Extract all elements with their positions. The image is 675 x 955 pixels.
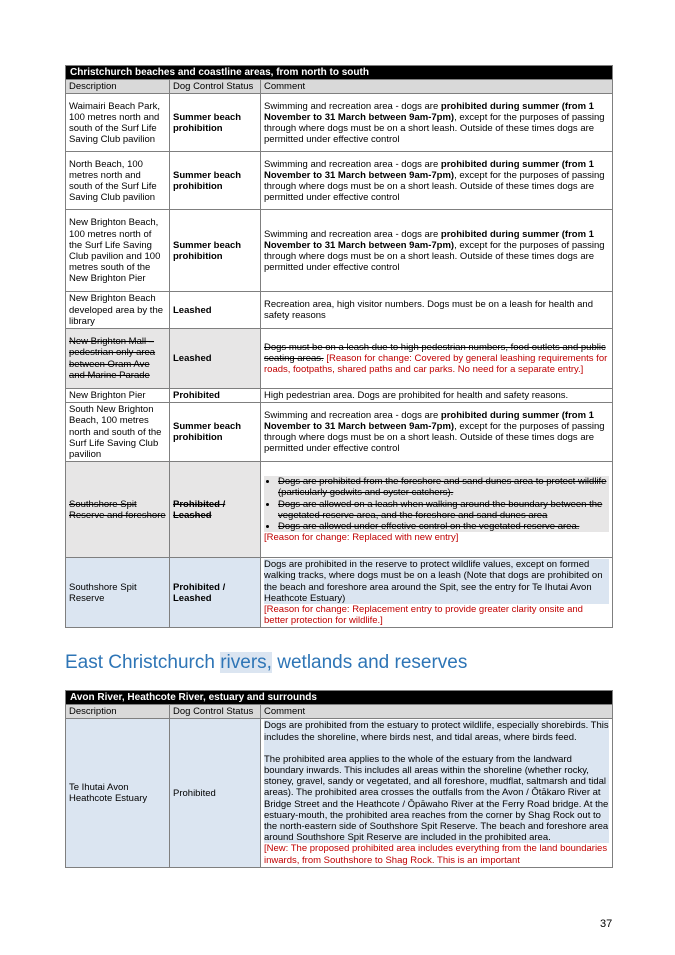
row-comment: Swimming and recreation area - dogs are prohibited during summer (from 1 November to 31 March between 9am-7pm), except for the purposes of passing through where dogs must be on a short leash. Outside of these times dogs are permitted under effective control xyxy=(261,94,613,152)
row-description: New Brighton Mall – pedestrian only area between Oram Ave and Marine Parade xyxy=(66,329,170,389)
table-row xyxy=(66,462,613,558)
row-description: Southshore Spit Reserve and foreshore xyxy=(66,462,170,558)
column-header-status: Dog Control Status xyxy=(170,705,261,719)
row-status: Prohibited / Leashed xyxy=(170,558,261,628)
change-reason: [Reason for change: Replacement entry to provide greater clarity onsite and better protection for wildlife.] xyxy=(264,604,583,627)
row-status: Summer beach prohibition xyxy=(170,403,261,462)
row-comment: Dogs are prohibited from the estuary to protect wildlife, especially shorebirds. This includes the shoreline, where birds nest, and tidal areas, where birds feed. The prohibited area applies to the whole of the estuary from the landward boundary inwards. This includes all areas within the shoreline (whether rocky, stoney, gravel, sandy or vegetated, and all foreshore, mudflat, saltmarsh and tidal areas). The prohibited area crosses the outfalls from the Avon / Ōtākaro River at Bridge Street and the Heathcote / Ōpāwaho River at the Ferry Road bridge. At the estuary-mouth, the prohibited area reaches from the corner by Shag Rock out to the north-eastern side of Southshore Spit Reserve. The beach and foreshore area around Southshore Spit Reserve are included in the prohibited area. [New: The proposed prohibited area includes everything from the land boundaries inwards, from Southshore to Shag Rock. This is an important xyxy=(261,719,613,867)
row-status: Prohibited / Leashed xyxy=(170,462,261,558)
row-comment: Dogs must be on a leash due to high pedestrian numbers, food outlets and public seating areas. [Reason for change: Covered by general leashing requirements for roads, footpaths, shared paths and car parks. No need for a separate entry.] xyxy=(261,329,613,389)
column-header-comment: Comment xyxy=(261,705,613,719)
row-status: Summer beach prohibition xyxy=(170,210,261,292)
table-row xyxy=(66,719,613,867)
list-item: • Dogs are prohibited from the foreshore and sand dunes area to protect wildlife (particularly godwits and oyster catchers). xyxy=(278,476,609,498)
table-row xyxy=(66,558,613,628)
section-heading: East Christchurch rivers, wetlands and reserves xyxy=(65,652,468,673)
row-description: South New Brighton Beach, 100 metres north and south of the Surf Life Saving Club pavilion xyxy=(66,403,170,462)
estuary-table-wrap xyxy=(65,690,613,868)
table-row xyxy=(66,329,613,389)
column-header-description: Description xyxy=(66,80,170,94)
table-row xyxy=(66,210,613,292)
table-row xyxy=(66,403,613,462)
new-note: [New: The proposed prohibited area includes everything from the land boundaries inwards, from Southshore to Shag Rock. This is an important xyxy=(264,843,608,866)
row-description: Te Ihutai Avon Heathcote Estuary xyxy=(66,719,170,867)
row-comment: Recreation area, high visitor numbers. Dogs must be on a leash for health and safety reasons xyxy=(261,292,613,329)
row-description: New Brighton Beach, 100 metres north of the Surf Life Saving Club pavilion and 100 metres south of the New Brighton Pier xyxy=(66,210,170,292)
table-title: Christchurch beaches and coastline areas, from north to south xyxy=(66,66,613,80)
row-status: Leashed xyxy=(170,329,261,389)
row-comment: Dogs are prohibited in the reserve to protect wildlife values, except on formed walking tracks, where dogs must be on a leash (Note that dogs are prohibited on the beach and foreshore area around the Spit, see the entry for Te Ihutai Avon Heathcote Estuary) [Reason for change: Replacement entry to provide greater clarity onsite and better protection for wildlife.] xyxy=(261,558,613,628)
row-comment: Swimming and recreation area - dogs are prohibited during summer (from 1 November to 31 March between 9am-7pm), except for the purposes of passing through where dogs must be on a short leash. Outside of these times dogs are permitted under effective control xyxy=(261,210,613,292)
table-row xyxy=(66,152,613,210)
struck-bullet-list xyxy=(264,476,609,532)
table-row xyxy=(66,292,613,329)
row-status: Summer beach prohibition xyxy=(170,152,261,210)
row-comment: Swimming and recreation area - dogs are prohibited during summer (from 1 November to 31 March between 9am-7pm), except for the purposes of passing through where dogs must be on a short leash. Outside of these times dogs are permitted under effective control xyxy=(261,403,613,462)
table-row xyxy=(66,389,613,403)
row-description: New Brighton Pier xyxy=(66,389,170,403)
table-title: Avon River, Heathcote River, estuary and surrounds xyxy=(66,691,613,705)
column-header-comment: Comment xyxy=(261,80,613,94)
row-status: Prohibited xyxy=(170,389,261,403)
row-description: Southshore Spit Reserve xyxy=(66,558,170,628)
page-number: 37 xyxy=(600,918,613,930)
column-header-description: Description xyxy=(66,705,170,719)
row-status: Summer beach prohibition xyxy=(170,94,261,152)
row-comment xyxy=(261,462,613,558)
row-description: Waimairi Beach Park, 100 metres north and south of the Surf Life Saving Club pavilion xyxy=(66,94,170,152)
row-status: Prohibited xyxy=(170,719,261,867)
row-description: New Brighton Beach developed area by the library xyxy=(66,292,170,329)
estuary-table xyxy=(65,690,613,868)
change-reason: [Reason for change: Replaced with new entry] xyxy=(264,532,459,544)
row-comment: High pedestrian area. Dogs are prohibited for health and safety reasons. xyxy=(261,389,613,403)
table-row xyxy=(66,94,613,152)
row-status: Leashed xyxy=(170,292,261,329)
list-item: • Dogs are allowed on a leash when walking around the boundary between the vegetated reserve area, and the foreshore and sand dunes area xyxy=(278,499,609,521)
list-item: • Dogs are allowed under effective control on the vegetated reserve area. xyxy=(278,521,609,532)
beaches-table xyxy=(65,65,613,628)
column-header-status: Dog Control Status xyxy=(170,80,261,94)
row-description: North Beach, 100 metres north and south of the Surf Life Saving Club pavilion xyxy=(66,152,170,210)
row-comment: Swimming and recreation area - dogs are prohibited during summer (from 1 November to 31 March between 9am-7pm), except for the purposes of passing through where dogs must be on a short leash. Outside of these times dogs are permitted under effective control xyxy=(261,152,613,210)
page-content xyxy=(65,65,612,628)
